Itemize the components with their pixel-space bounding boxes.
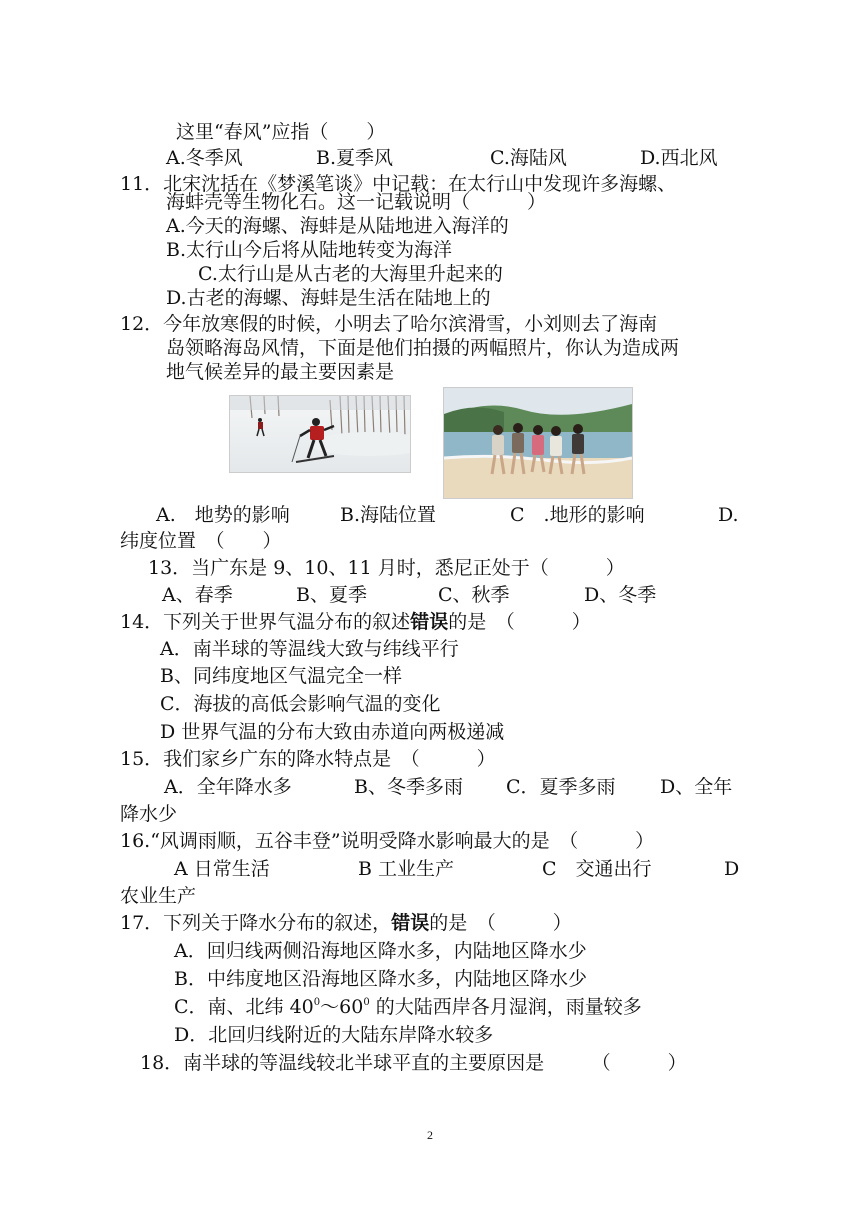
q14-option-d: D 世界气温的分布大致由赤道向两极递减: [160, 721, 505, 743]
q13-option-a: A、春季: [162, 584, 233, 606]
q11-option-d: D.古老的海螺、海蚌是生活在陆地上的: [166, 287, 491, 309]
q12-stem: 12．今年放寒假的时候，小明去了哈尔滨滑雪，小刘则去了海南: [120, 313, 658, 335]
q17-option-d: D．北回归线附近的大陆东岸降水较多: [174, 1024, 494, 1046]
q16-stem: 16.“风调雨顺，五谷丰登”说明受降水影响最大的是 （ ）: [120, 830, 655, 852]
q10-option-b: B.夏季风: [316, 147, 394, 169]
q17-option-c-part2: ～60: [320, 996, 364, 1018]
q14-option-c: C．海拔的高低会影响气温的变化: [160, 693, 441, 715]
degree-superscript: 0: [363, 997, 370, 1008]
q11-option-c: C.太行山是从古老的大海里升起来的: [198, 263, 503, 285]
q12-option-c: C .地形的影响: [510, 504, 645, 526]
q17-stem-bold: 错误: [391, 912, 430, 934]
beach-photo: [443, 387, 633, 499]
q15-stem: 15．我们家乡广东的降水特点是 （ ）: [120, 748, 496, 770]
q18-stem: 18．南半球的等温线较北半球平直的主要原因是 （ ）: [140, 1052, 687, 1074]
q11-option-a: A.今天的海螺、海蚌是从陆地进入海洋的: [166, 215, 509, 237]
q12-option-d: D.: [718, 504, 739, 526]
q13-option-c: C、秋季: [438, 584, 510, 606]
q10-option-a: A.冬季风: [166, 147, 243, 169]
q16-option-d: D: [724, 858, 740, 880]
q17-stem-b: 的是 （ ）: [429, 912, 572, 934]
q16-option-c: C 交通出行: [542, 858, 652, 880]
q17-stem: [120, 911, 572, 935]
q15-option-d-cont: 降水少: [120, 803, 178, 825]
q12-option-d-cont: 纬度位置 （ ）: [120, 530, 282, 552]
q17-option-b: B．中纬度地区沿海地区降水多，内陆地区降水少: [174, 968, 587, 990]
q16-option-d-cont: 农业生产: [120, 885, 197, 907]
q14-stem-a: 14．下列关于世界气温分布的叙述: [120, 611, 411, 633]
q12-option-b: B.海陆位置: [340, 504, 437, 526]
skiing-photo: [229, 395, 411, 473]
q14-option-b: B、同纬度地区气温完全一样: [160, 665, 402, 687]
q17-option-c-part3: 的大陆西岸各月湿润，雨量较多: [369, 996, 642, 1018]
q14-option-a: A．南半球的等温线大致与纬线平行: [160, 638, 459, 660]
page-number: 2: [427, 1128, 433, 1142]
q12-stem-cont: 岛领略海岛风情，下面是他们拍摄的两幅照片，你认为造成两: [166, 337, 680, 359]
q16-option-a: A 日常生活: [174, 858, 270, 880]
q13-option-d: D、冬季: [584, 584, 657, 606]
q17-option-c: [174, 995, 642, 1019]
q12-option-a: A. 地势的影响: [156, 504, 290, 526]
q10-stem: 这里“春风”应指（ ）: [176, 121, 386, 143]
q11-stem-cont: 海蚌壳等生物化石。这一记载说明（ ）: [166, 191, 547, 213]
q16-option-b: B 工业生产: [358, 858, 455, 880]
q15-option-b: B、冬季多雨: [354, 776, 463, 798]
q10-option-d: D.西北风: [640, 147, 718, 169]
q15-option-c: C．夏季多雨: [506, 776, 616, 798]
q14-stem: [120, 610, 591, 634]
q13-option-b: B、夏季: [296, 584, 367, 606]
degree-superscript: 0: [313, 997, 321, 1008]
q14-stem-b: 的是 （ ）: [448, 611, 591, 633]
q17-stem-a: 17．下列关于降水分布的叙述，: [120, 912, 392, 934]
q11-stem: 11．北宋沈括在《梦溪笔谈》中记载：在太行山中发现许多海螺、: [120, 173, 677, 195]
q17-option-a: A．回归线两侧沿海地区降水多，内陆地区降水少: [174, 940, 587, 962]
q17-option-c-part1: C．南、北纬 40: [174, 996, 314, 1018]
q14-stem-bold: 错误: [410, 611, 449, 633]
q12-stem-cont2: 地气候差异的最主要因素是: [166, 361, 395, 383]
q15-option-a: A．全年降水多: [164, 776, 292, 798]
q13-stem: 13．当广东是 9、10、11 月时，悉尼正处于（ ）: [148, 557, 625, 579]
q11-option-b: B.太行山今后将从陆地转变为海洋: [166, 239, 453, 261]
q15-option-d: D、全年: [660, 776, 733, 798]
q10-option-c: C.海陆风: [490, 147, 567, 169]
